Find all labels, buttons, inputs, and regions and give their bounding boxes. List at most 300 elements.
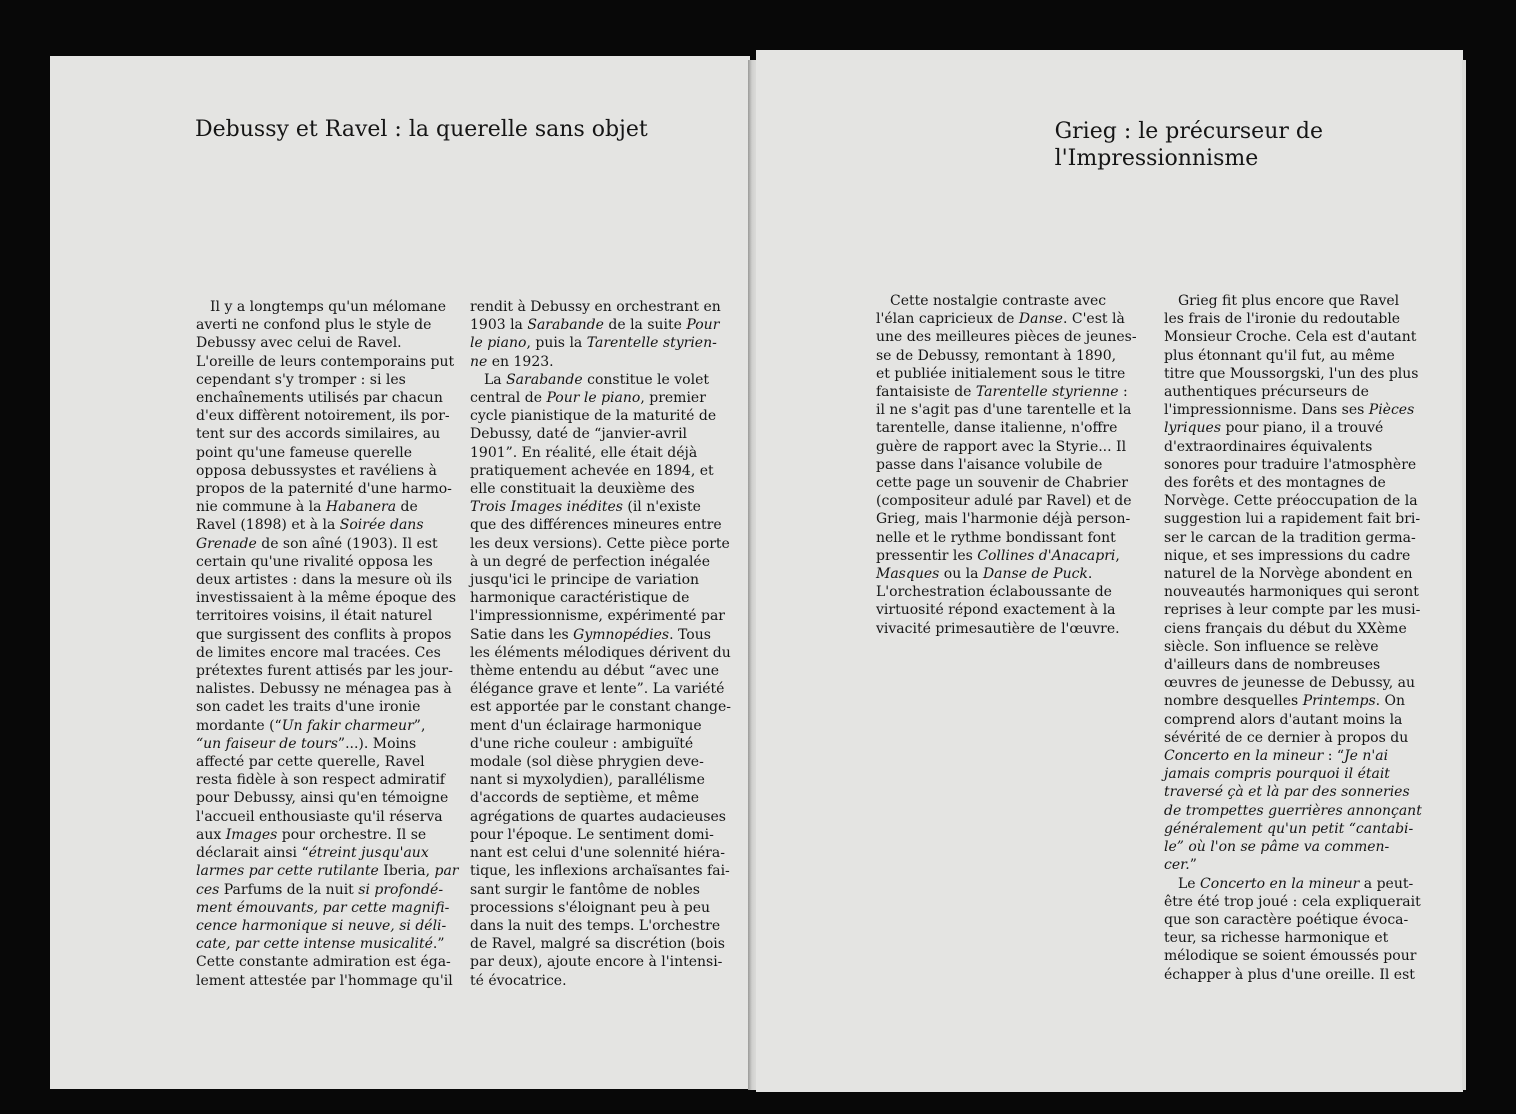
- text-run: té évocatrice.: [470, 972, 567, 989]
- text-run: (compositeur adulé par Ravel) et de: [876, 493, 1132, 510]
- text-line: [196, 316, 459, 334]
- text-run: .: [1087, 566, 1093, 583]
- text-run: les éléments mélodiques dérivent du: [470, 644, 731, 661]
- italic-text: cate, par cette intense musicalité: [196, 936, 433, 953]
- text-run: passe dans l'aisance volubile de: [876, 456, 1103, 473]
- text-line: [196, 735, 459, 753]
- text-line: [470, 680, 731, 698]
- text-line: [470, 844, 731, 862]
- text-line: [1164, 547, 1422, 565]
- text-column-4: [1164, 292, 1422, 984]
- text-run: deux artistes : dans la mesure où ils: [196, 572, 453, 589]
- text-run: de limites encore mal tracées. Ces: [196, 644, 441, 661]
- text-run: certain qu'une rivalité opposa les: [196, 553, 433, 570]
- text-run: l'accueil enthousiaste qu'il réserva: [196, 808, 443, 825]
- text-run: L'orchestration éclaboussante de: [876, 584, 1112, 601]
- text-line: [470, 771, 731, 789]
- text-line: [1164, 911, 1422, 929]
- text-line: [196, 698, 459, 716]
- text-line: [196, 644, 459, 662]
- text-line: [470, 407, 731, 425]
- text-run: : “: [1323, 748, 1345, 765]
- text-run: nique, et ses impressions du cadre: [1164, 547, 1411, 564]
- text-line: [1164, 383, 1422, 401]
- text-line: [1164, 365, 1422, 383]
- text-line: [470, 881, 731, 899]
- text-line: [1164, 638, 1422, 656]
- italic-text: Masques: [876, 566, 940, 583]
- italic-text: généralement qu'un petit “cantabi-: [1164, 820, 1414, 837]
- italic-text: ment émouvants, par cette magnifi-: [196, 899, 450, 916]
- text-run: point qu'une fameuse querelle: [196, 444, 413, 461]
- text-line: [196, 953, 459, 971]
- text-line: [196, 516, 459, 534]
- text-run: . On: [1375, 693, 1406, 710]
- text-line: [1164, 292, 1422, 310]
- text-line: [196, 589, 459, 607]
- text-run: resta fidèle à son respect admiratif: [196, 772, 445, 789]
- text-line: [470, 735, 731, 753]
- text-run: ”: [1189, 857, 1197, 874]
- text-line: [196, 844, 459, 862]
- text-run: investissaient à la même époque des: [196, 590, 457, 607]
- text-line: [470, 753, 731, 771]
- text-run: a peut-: [1359, 875, 1414, 892]
- text-line: [1164, 820, 1422, 838]
- text-line: [1164, 492, 1422, 510]
- italic-text: Gymnopédies: [573, 626, 670, 643]
- text-line: [1164, 347, 1422, 365]
- italic-text: Danse: [1018, 311, 1063, 328]
- text-line: [196, 571, 459, 589]
- text-run: il ne s'agit pas d'une tarentelle et la: [876, 402, 1132, 419]
- text-run: œuvres de jeunesse de Debussy, au: [1164, 675, 1415, 692]
- text-line: [470, 589, 731, 607]
- text-run: échapper à plus d'une oreille. Il est: [1164, 966, 1415, 983]
- text-run: mordante (“: [196, 717, 282, 734]
- text-run: ou la: [939, 566, 983, 583]
- title-line-1: Grieg : le précurseur de: [1054, 119, 1323, 144]
- text-run: de son aîné (1903). Il est: [256, 535, 438, 552]
- text-line: [470, 316, 731, 334]
- text-line: [1164, 601, 1422, 619]
- text-run: Iberia,: [378, 863, 435, 880]
- text-line: [470, 353, 731, 371]
- text-line: [196, 881, 459, 899]
- text-line: [876, 365, 1137, 383]
- text-run: que des différences mineures entre: [470, 517, 722, 534]
- text-run: ,: [1115, 547, 1120, 564]
- text-line: [470, 789, 731, 807]
- text-line: [1164, 838, 1422, 856]
- text-line: [876, 383, 1137, 401]
- text-run: Norvège. Cette préoccupation de la: [1164, 493, 1418, 510]
- text-line: [196, 462, 459, 480]
- italic-text: Pièces: [1368, 402, 1415, 419]
- text-line: [1164, 328, 1422, 346]
- text-line: [470, 334, 731, 352]
- text-line: [1164, 729, 1422, 747]
- text-line: [1164, 711, 1422, 729]
- text-run: La: [484, 371, 507, 388]
- text-line: [1164, 893, 1422, 911]
- text-line: [470, 626, 731, 644]
- text-line: [470, 571, 731, 589]
- text-line: [470, 717, 731, 735]
- text-line: [1164, 747, 1422, 765]
- text-line: [470, 298, 731, 316]
- text-line: [876, 419, 1137, 437]
- text-run: des forêts et des montagnes de: [1164, 475, 1386, 492]
- text-line: [196, 862, 459, 880]
- text-line: [196, 935, 459, 953]
- text-run: d'eux diffèrent notoirement, ils por-: [196, 408, 450, 425]
- text-run: constitue le volet: [582, 371, 709, 388]
- text-run: comprend alors d'autant moins la: [1164, 711, 1403, 728]
- text-line: [876, 401, 1137, 419]
- text-run: à un degré de perfection inégalée: [470, 553, 710, 570]
- text-run: les frais de l'ironie du redoutable: [1164, 311, 1401, 328]
- page-title-right: [1055, 118, 1323, 172]
- text-line: [876, 547, 1137, 565]
- text-line: [196, 662, 459, 680]
- text-line: [196, 498, 459, 516]
- right-page: [756, 50, 1463, 1092]
- text-run: nombre desquelles: [1164, 693, 1303, 710]
- text-run: affecté par cette querelle, Ravel: [196, 754, 425, 771]
- text-run: sonores pour traduire l'atmosphère: [1164, 456, 1417, 473]
- text-line: [196, 553, 459, 571]
- text-line: [196, 808, 459, 826]
- text-run: virtuosité répond exactement à la: [876, 602, 1116, 619]
- text-run: ciens français du début du XXème: [1164, 620, 1407, 637]
- text-run: elle constituait la deuxième des: [470, 481, 695, 498]
- text-line: [1164, 875, 1422, 893]
- italic-text: Sarabande: [527, 317, 604, 334]
- text-line: [470, 899, 731, 917]
- italic-text: Images: [225, 826, 278, 843]
- text-run: cette page un souvenir de Chabrier: [876, 475, 1128, 492]
- text-line: [196, 789, 459, 807]
- italic-text: Habanera: [325, 499, 397, 516]
- text-run: suggestion lui a rapidement fait bri-: [1164, 511, 1421, 528]
- text-run: siècle. Son influence se relève: [1164, 638, 1379, 655]
- text-run: Ravel (1898) et à la: [196, 517, 340, 534]
- text-line: [1164, 656, 1422, 674]
- text-line: [196, 334, 459, 352]
- text-column-1: [196, 298, 459, 990]
- text-run: Satie dans les: [470, 626, 574, 643]
- text-line: [876, 529, 1137, 547]
- italic-text: Sarabande: [506, 371, 583, 388]
- text-run: une des meilleures pièces de jeunes-: [876, 329, 1137, 346]
- italic-text: Printemps: [1302, 693, 1376, 710]
- text-run: de la suite: [603, 317, 687, 334]
- text-run: . C'est là: [1062, 311, 1125, 328]
- text-run: territoires voisins, il était naturel: [196, 608, 433, 625]
- text-line: [470, 516, 731, 534]
- italic-text: Trois Images inédites: [470, 499, 623, 516]
- text-run: nant si myxolydien), parallélisme: [470, 772, 705, 789]
- text-run: être été trop joué : cela expliquerait: [1164, 893, 1421, 910]
- italic-text: cer.: [1164, 857, 1190, 874]
- text-line: [1164, 310, 1422, 328]
- text-run: dans la nuit des temps. L'orchestre: [470, 917, 721, 934]
- text-run: d'extraordinaires équivalents: [1164, 438, 1373, 455]
- italic-text: Concerto en la mineur: [1200, 875, 1360, 892]
- text-run: d'une riche couleur : ambiguïté: [470, 735, 694, 752]
- text-line: [876, 510, 1137, 528]
- text-line: [470, 808, 731, 826]
- text-run: les deux versions). Cette pièce porte: [470, 535, 730, 552]
- text-run: fantaisiste de: [876, 384, 976, 401]
- text-run: Cette constante admiration est éga-: [196, 954, 451, 971]
- text-run: authentiques précurseurs de: [1164, 384, 1369, 401]
- text-run: Debussy avec celui de Ravel.: [196, 335, 402, 352]
- italic-text: cence harmonique si neuve, si déli-: [196, 917, 447, 934]
- text-line: [470, 644, 731, 662]
- page-title-left: Debussy et Ravel : la querelle sans objet: [195, 117, 648, 142]
- text-run: pressentir les: [876, 547, 978, 564]
- text-run: plus étonnant qu'il fut, au même: [1164, 347, 1395, 364]
- text-line: [1164, 529, 1422, 547]
- text-line: [876, 583, 1137, 601]
- text-line: [1164, 802, 1422, 820]
- italic-text: lyriques: [1164, 420, 1222, 437]
- italic-text: Tarentelle styrienne: [975, 384, 1119, 401]
- text-run: son cadet les traits d'une ironie: [196, 699, 421, 716]
- text-run: sévérité de ce dernier à propos du: [1164, 729, 1409, 746]
- italic-text: larmes par cette rutilante: [196, 863, 379, 880]
- text-run: l'élan capricieux de: [876, 311, 1019, 328]
- text-run: sant surgir le fantôme de nobles: [470, 881, 700, 898]
- text-line: [196, 389, 459, 407]
- text-run: de Ravel, malgré sa discrétion (bois: [470, 936, 725, 953]
- text-run: 1903 la: [470, 317, 528, 334]
- italic-text: jamais compris pourquoi il était: [1164, 766, 1390, 783]
- text-run: nalistes. Debussy ne ménagea pas à: [196, 681, 452, 698]
- text-run: pour l'époque. Le sentiment domi-: [470, 826, 714, 843]
- text-run: agrégations de quartes audacieuses: [470, 808, 726, 825]
- text-line: [876, 492, 1137, 510]
- italic-text: Pour: [686, 317, 720, 334]
- text-run: d'ailleurs dans de nombreuses: [1164, 657, 1381, 674]
- text-line: [470, 698, 731, 716]
- text-run: nelle et le rythme bondissant font: [876, 529, 1116, 546]
- text-run: :: [1118, 384, 1128, 401]
- italic-text: Un fakir charmeur: [281, 717, 414, 734]
- text-line: [196, 444, 459, 462]
- text-line: [470, 935, 731, 953]
- text-run: tent sur des accords similaires, au: [196, 426, 441, 443]
- text-run: de: [396, 499, 418, 516]
- text-run: tarentelle, danse italienne, n'offre: [876, 420, 1118, 437]
- italic-text: ces: [196, 881, 220, 898]
- text-run: l'impressionnisme. Dans ses: [1164, 402, 1369, 419]
- text-line: [876, 347, 1137, 365]
- text-line: [470, 389, 731, 407]
- text-run: propos de la paternité d'une harmo-: [196, 481, 452, 498]
- text-run: pour orchestre. Il se: [277, 826, 427, 843]
- page-edge: [1462, 60, 1466, 1090]
- text-line: [1164, 510, 1422, 528]
- text-run: ”,: [413, 717, 426, 734]
- text-run: ment d'un éclairage harmonique: [470, 717, 702, 734]
- text-line: [196, 826, 459, 844]
- text-line: [876, 328, 1137, 346]
- text-run: opposa debussystes et ravéliens à: [196, 462, 437, 479]
- text-run: tique, les inflexions archaïsantes fai-: [470, 863, 730, 880]
- text-line: [470, 662, 731, 680]
- text-run: Grieg, mais l'harmonie déjà person-: [876, 511, 1131, 528]
- text-line: [1164, 401, 1422, 419]
- text-run: ser le carcan de la tradition germa-: [1164, 529, 1416, 546]
- text-line: [1164, 419, 1422, 437]
- text-line: [470, 462, 731, 480]
- text-run: processions s'éloignant peu à peu: [470, 899, 711, 916]
- italic-text: Pour le piano: [546, 390, 641, 407]
- text-line: [196, 407, 459, 425]
- italic-text: ne: [470, 353, 488, 370]
- italic-text: “un faiseur de tours: [196, 735, 338, 752]
- text-run: et publiée initialement sous le titre: [876, 365, 1126, 382]
- text-run: naturel de la Norvège abondent en: [1164, 566, 1413, 583]
- text-line: [196, 371, 459, 389]
- text-line: [196, 298, 459, 316]
- text-line: [1164, 565, 1422, 583]
- text-run: jusqu'ici le principe de variation: [470, 572, 700, 589]
- text-run: averti ne confond plus le style de: [196, 317, 432, 334]
- text-run: Grieg fit plus encore que Ravel: [1178, 293, 1400, 309]
- text-line: [876, 310, 1137, 328]
- text-line: [196, 680, 459, 698]
- text-run: nant est celui d'une solennité hiéra-: [470, 845, 725, 862]
- text-column-3: [876, 292, 1137, 638]
- text-line: [196, 771, 459, 789]
- text-line: [1164, 583, 1422, 601]
- text-line: [1164, 929, 1422, 947]
- text-run: enchaînements utilisés par chacun: [196, 390, 443, 407]
- text-line: [876, 292, 1137, 310]
- italic-text: Tarentelle styrien-: [586, 335, 717, 352]
- text-run: modale (sol dièse phrygien deve-: [470, 754, 704, 771]
- text-line: [196, 717, 459, 735]
- italic-text: le” où l'on se pâme va commen-: [1164, 839, 1390, 856]
- text-line: [470, 371, 731, 389]
- text-line: [1164, 674, 1422, 692]
- text-run: Cette nostalgie contraste avec: [890, 293, 1107, 309]
- text-run: vivacité primesautière de l'œuvre.: [876, 620, 1120, 637]
- text-run: déclarait ainsi “: [196, 845, 309, 862]
- text-line: [1164, 966, 1422, 984]
- text-line: [470, 826, 731, 844]
- text-line: [470, 607, 731, 625]
- text-run: nouveautés harmoniques qui seront: [1164, 584, 1419, 601]
- italic-text: Collines d'Anacapri: [977, 547, 1116, 564]
- text-line: [876, 438, 1137, 456]
- text-run: en 1923.: [487, 353, 554, 370]
- text-line: [470, 953, 731, 971]
- text-line: [196, 753, 459, 771]
- text-run: harmonique caractéristique de: [470, 590, 690, 607]
- text-line: [196, 917, 459, 935]
- text-run: aux: [196, 826, 226, 843]
- italic-text: si profondé-: [358, 881, 444, 898]
- italic-text: le piano: [470, 335, 527, 352]
- italic-text: Grenade: [196, 535, 257, 552]
- text-line: [1164, 438, 1422, 456]
- text-run: par deux), ajoute encore à l'intensi-: [470, 954, 723, 971]
- text-line: [1164, 456, 1422, 474]
- text-run: cycle pianistique de la maturité de: [470, 408, 717, 425]
- text-line: [470, 917, 731, 935]
- text-line: [196, 626, 459, 644]
- italic-text: Je n'ai: [1344, 748, 1389, 765]
- italic-text: traversé çà et là par des sonneries: [1164, 784, 1410, 801]
- text-line: [470, 444, 731, 462]
- text-line: [196, 972, 459, 990]
- text-run: Debussy, daté de “janvier-avril: [470, 426, 688, 443]
- text-run: que son caractère poétique évoca-: [1164, 911, 1409, 928]
- text-line: [876, 620, 1137, 638]
- text-run: .”: [432, 936, 445, 953]
- text-line: [1164, 474, 1422, 492]
- text-line: [876, 474, 1137, 492]
- italic-text: Danse de Puck: [982, 566, 1088, 583]
- text-line: [1164, 947, 1422, 965]
- text-run: élégance grave et lente”. La variété: [470, 681, 725, 698]
- text-run: Monsieur Croche. Cela est d'autant: [1164, 329, 1417, 346]
- text-run: est apportée par le constant change-: [470, 699, 731, 716]
- left-page: [50, 56, 750, 1089]
- text-line: [470, 535, 731, 553]
- text-run: mélodique se soient émoussés pour: [1164, 948, 1417, 965]
- text-run: ”...). Moins: [337, 735, 417, 752]
- text-line: [470, 425, 731, 443]
- text-run: pour Debussy, ainsi qu'en témoigne: [196, 790, 449, 807]
- text-line: [196, 535, 459, 553]
- text-line: [1164, 856, 1422, 874]
- text-run: titre que Moussorgski, l'un des plus: [1164, 365, 1419, 382]
- text-line: [196, 353, 459, 371]
- text-line: [876, 456, 1137, 474]
- text-run: Parfums de la nuit: [219, 881, 359, 898]
- text-run: . Tous: [669, 626, 711, 643]
- text-run: (il n'existe: [622, 499, 701, 516]
- text-line: [196, 899, 459, 917]
- text-line: [470, 553, 731, 571]
- text-run: d'accords de septième, et même: [470, 790, 700, 807]
- text-run: prétextes furent attisés par les jour-: [196, 663, 453, 680]
- text-column-2: [470, 298, 731, 990]
- text-run: central de: [470, 390, 547, 407]
- text-run: lement attestée par l'hommage qu'il: [196, 972, 453, 989]
- text-run: rendit à Debussy en orchestrant en: [470, 299, 721, 315]
- text-run: reprises à leur compte par les musi-: [1164, 602, 1421, 619]
- text-run: guère de rapport avec la Styrie... Il: [876, 438, 1127, 455]
- text-run: pour piano, il a trouvé: [1221, 420, 1384, 437]
- italic-text: de trompettes guerrières annonçant: [1164, 802, 1422, 819]
- text-line: [1164, 620, 1422, 638]
- text-run: 1901”. En réalité, elle était déjà: [470, 444, 698, 461]
- text-run: se de Debussy, remontant à 1890,: [876, 347, 1117, 364]
- text-line: [876, 601, 1137, 619]
- text-run: L'oreille de leurs contemporains put: [196, 353, 455, 370]
- text-line: [1164, 765, 1422, 783]
- text-run: que surgissent des conflits à propos: [196, 626, 452, 643]
- text-line: [470, 498, 731, 516]
- text-run: teur, sa richesse harmonique et: [1164, 930, 1389, 947]
